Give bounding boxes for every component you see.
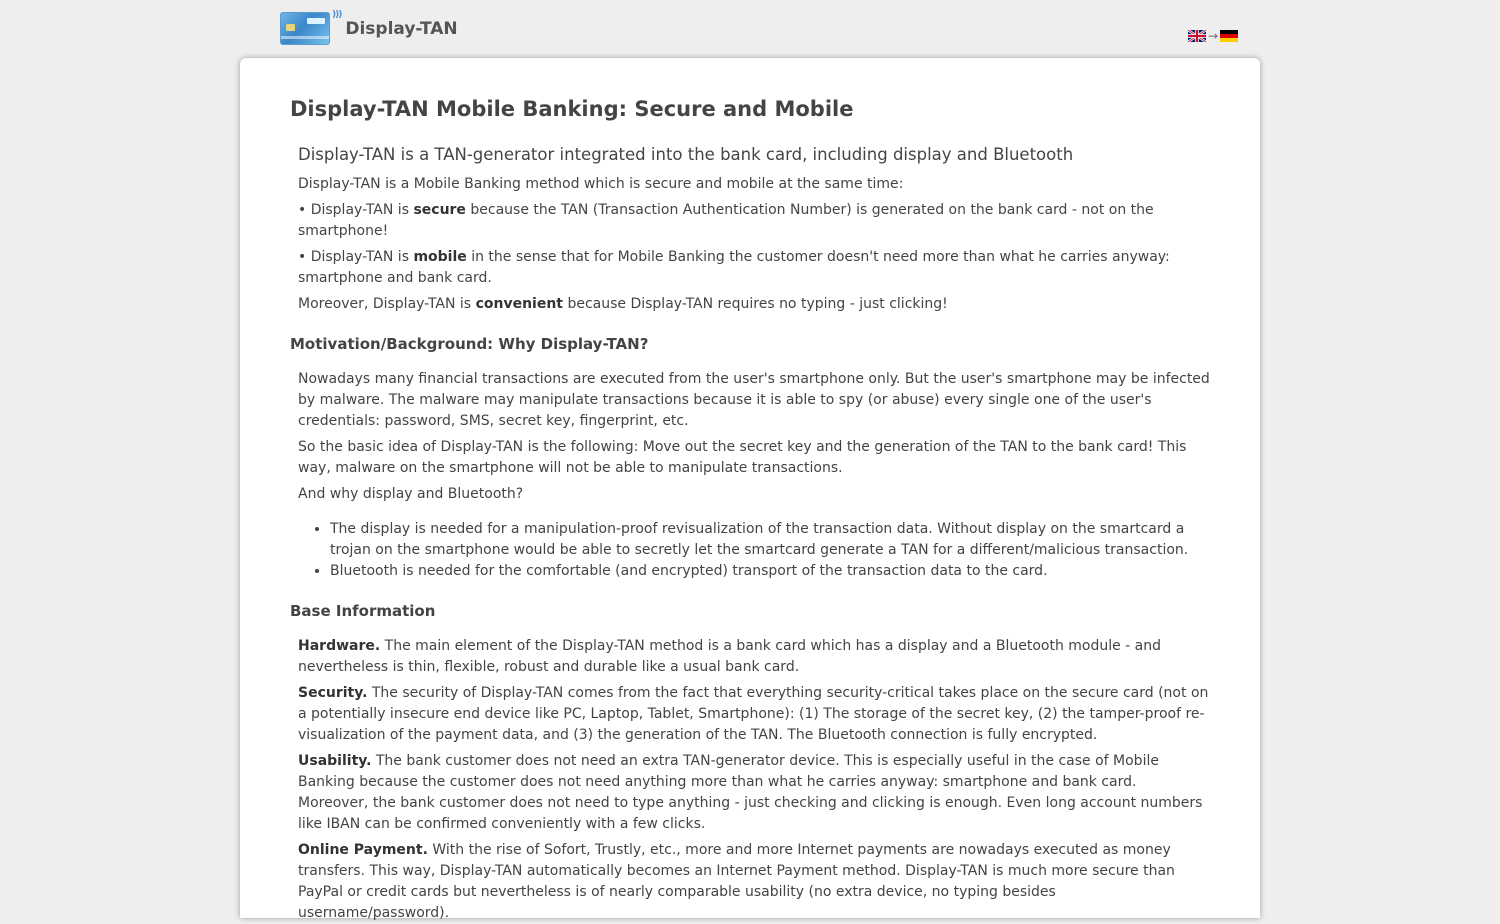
language-switcher[interactable] bbox=[1188, 30, 1238, 42]
motivation-paragraph-3: And why display and Bluetooth? bbox=[298, 486, 524, 502]
list-item: • The display is needed for a manipulation-proof revisualization of the transaction data. Without display on the smartcard a trojan on the smartphone would be able to secretly let the smartcard generate a TAN for a different/malicious transaction. bbox=[330, 519, 1210, 561]
secure-point: • Display-TAN is secure because the TAN (Transaction Authentication Number) is generated on the bank card - not on the smartphone! bbox=[298, 202, 1154, 239]
page-title: Display-TAN Mobile Banking: Secure and Mobile bbox=[290, 97, 854, 121]
motivation-paragraph-2: So the basic idea of Display-TAN is the following: Move out the secret key and the generation of the TAN to the bank card! This way, malware on the smartphone will not be able to manipulate transactions. bbox=[298, 439, 1187, 476]
top-bar bbox=[240, 0, 1260, 58]
convenient-point: Moreover, Display-TAN is convenient because Display-TAN requires no typing - just clicking! bbox=[298, 296, 948, 312]
hardware-paragraph: Hardware. The main element of the Display-TAN method is a bank card which has a display and a Bluetooth module - and nevertheless is thin, flexible, robust and durable like a usual bank card. bbox=[298, 638, 1162, 675]
base-info-heading: Base Information bbox=[290, 602, 436, 620]
motivation-paragraph-1: Nowadays many financial transactions are executed from the user's smartphone only. But the user's smartphone may be infected by malware. The malware may manipulate transactions because it is able to spy (or abuse) every single one of the user's credentials: password, SMS, secret key, fingerprint, etc. bbox=[298, 371, 1210, 429]
online-payment-paragraph: Online Payment. With the rise of Sofort, Trustly, etc., more and more Internet payments are nowadays executed as money transfers. This way, Display-TAN automatically becomes an Internet Payment method. Display-TAN is much more secure than PayPal or credit cards but nevertheless is of nearly comparable usability (no extra device, no typing besides username/password). bbox=[298, 842, 1175, 921]
list-item: • Bluetooth is needed for the comfortable (and encrypted) transport of the transaction data to the card. bbox=[330, 561, 1210, 582]
german-flag-icon[interactable] bbox=[1220, 30, 1238, 42]
motivation-heading: Motivation/Background: Why Display-TAN? bbox=[290, 335, 649, 353]
reasons-list bbox=[290, 519, 1210, 582]
arrow-icon: → bbox=[1207, 29, 1218, 43]
intro-subtitle: Display-TAN is a TAN-generator integrated into the bank card, including display and Bluetooth bbox=[298, 145, 1074, 164]
uk-flag-icon[interactable] bbox=[1188, 30, 1206, 42]
brand-name: Display-TAN bbox=[345, 19, 458, 39]
bank-card-icon bbox=[280, 12, 330, 45]
usability-paragraph: Usability. The bank customer does not need an extra TAN-generator device. This is especially useful in the case of Mobile Banking because the customer does not need anything more than what he carries anyway: smartphone and bank card. Moreover, the bank customer does not need to type anything - just checking and clicking is enough. Even long account numbers like IBAN can be confirmed conveniently with a few clicks. bbox=[298, 753, 1203, 832]
content-panel bbox=[240, 58, 1260, 921]
brand-link[interactable] bbox=[280, 12, 458, 45]
security-paragraph: Security. The security of Display-TAN comes from the fact that everything security-critical takes place on the secure card (not on a potentially insecure end device like PC, Laptop, Tablet, Smartphone): (1) The storage of the secret key, (2) the tamper-proof re-visualization of the payment data, and (3) the generation of the TAN. The Bluetooth connection is fully encrypted. bbox=[298, 685, 1209, 743]
wireless-icon: ))) bbox=[332, 10, 342, 20]
mobile-point: • Display-TAN is mobile in the sense that for Mobile Banking the customer doesn't need more than what he carries anyway: smartphone and bank card. bbox=[298, 249, 1170, 286]
intro-paragraph: Display-TAN is a Mobile Banking method which is secure and mobile at the same time: bbox=[298, 176, 904, 192]
